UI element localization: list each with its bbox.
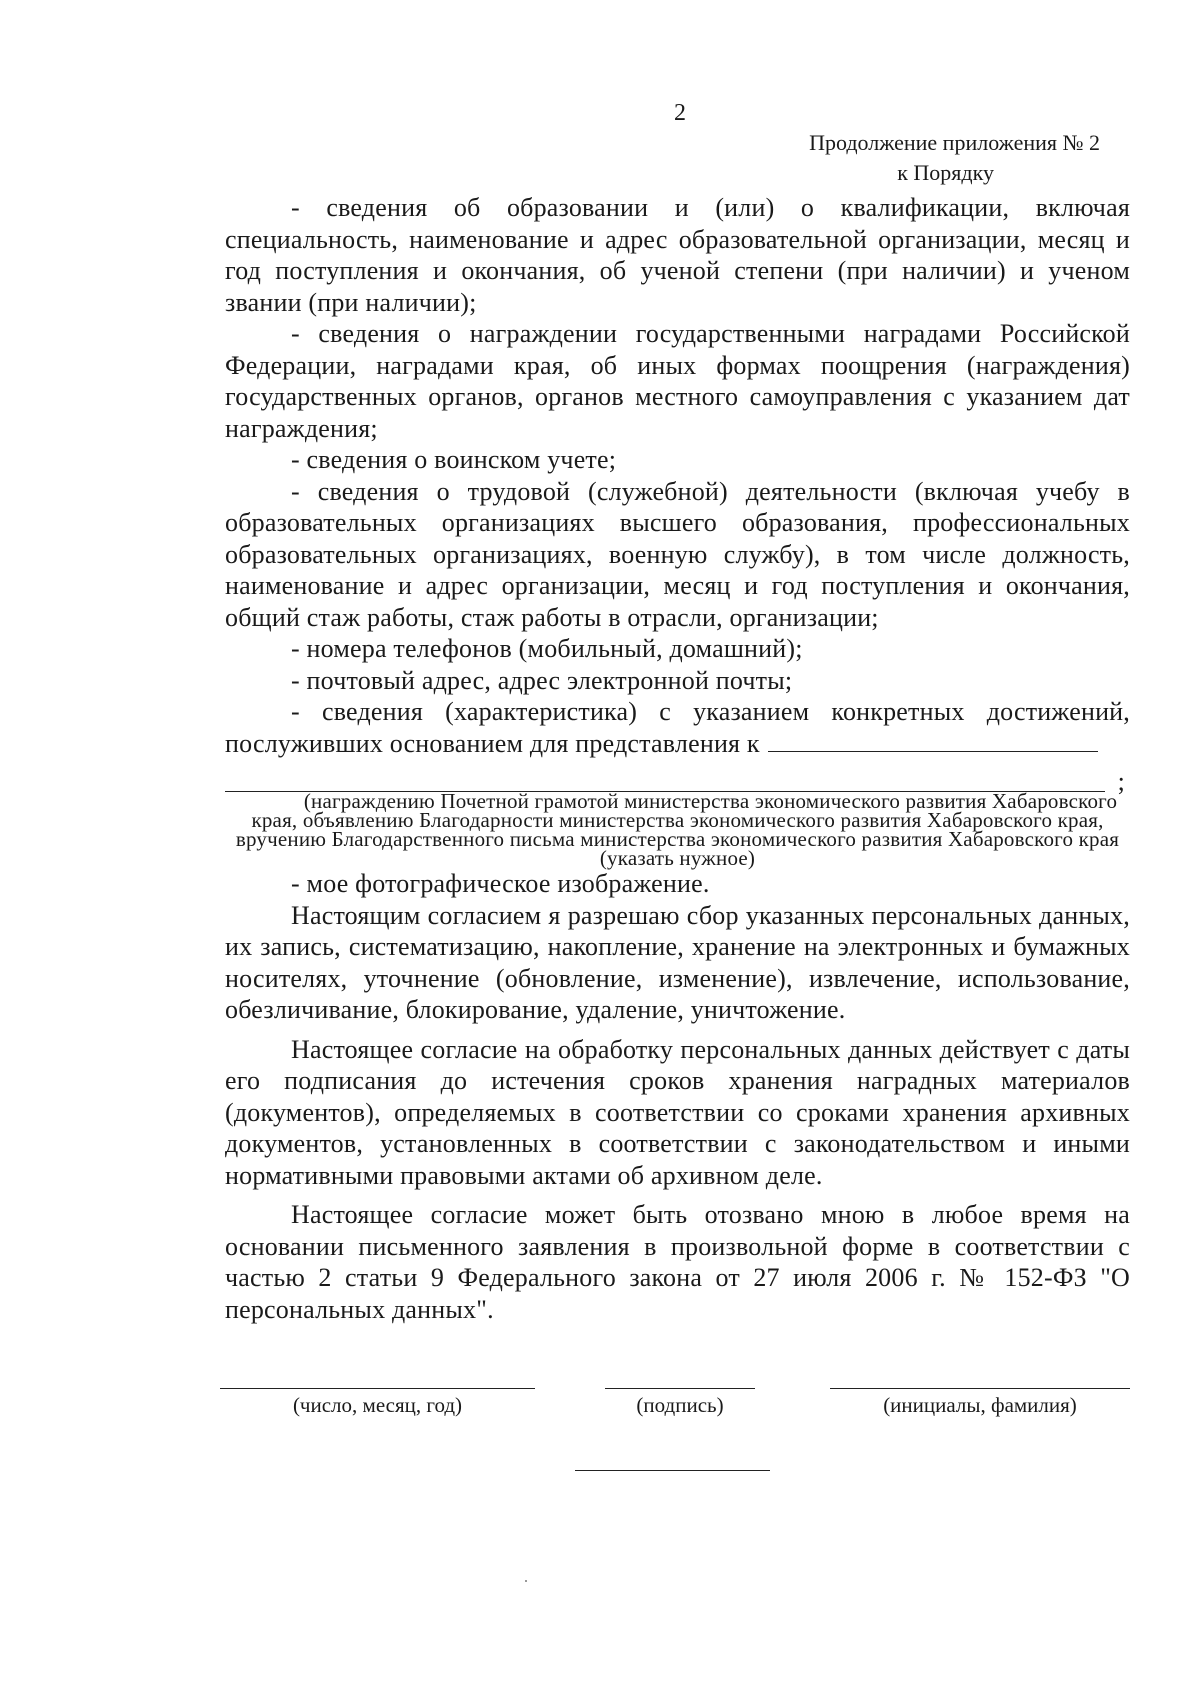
page-number: 2 — [674, 100, 686, 126]
list-item: - почтовый адрес, адрес электронной почты; — [291, 665, 793, 695]
signature-line — [605, 1388, 755, 1389]
consent-paragraph: Настоящее согласие на обработку персональных данных действует с даты его подписания до истечения сроков хранения наградных материалов (документов), определяемых в соответствии со сроками хранения архивных документов, установленных в соответствии с законодательством и иными нормативными правовыми актами об архивном деле. — [225, 1034, 1130, 1190]
list-item: - сведения о воинском учете; — [291, 445, 617, 474]
consent-paragraph: Настоящим согласием я разрешаю сбор указанных персональных данных, их запись, систематизацию, накопление, хранение на электронных и бумажных носителях, уточнение (обновление, изменение), извлечение, использование, обезличивание, блокирование, удаление, уничтожение. — [225, 900, 1130, 1024]
signature-field[interactable] — [605, 1388, 755, 1418]
list-item: - сведения о награждении государственными наградами Российской Федерации, наградами края, об иных формах поощрения (награждения) государственных органов, органов местного самоуправления с указанием дат награждения; — [225, 319, 1130, 443]
award-type-blank-line[interactable] — [225, 766, 1125, 796]
achievement-item — [225, 696, 1130, 759]
date-signature-field[interactable] — [220, 1388, 535, 1418]
achievement-item-text: - сведения (характеристика) с указанием конкретных достижений, послуживших основанием для представления к — [225, 697, 1130, 758]
scan-speck — [525, 1580, 527, 1582]
signature-label: (подпись) — [636, 1393, 724, 1417]
list-item: - сведения об образовании и (или) о квалификации, включая специальность, наименование и адрес образовательной организации, месяц и год поступления и окончания, об ученой степени (при наличии) и ученом звании (при наличии); — [225, 193, 1130, 317]
appendix-header — [790, 128, 1100, 188]
document-body — [225, 192, 1130, 1325]
signature-block — [215, 1388, 1130, 1448]
name-label: (инициалы, фамилия) — [883, 1393, 1077, 1417]
appendix-header-line2: к Порядку — [897, 160, 994, 185]
closing-divider — [575, 1470, 770, 1471]
consent-paragraph: Настоящее согласие может быть отозвано мною в любое время на основании письменного заявления в произвольной форме в соответствии с частью 2 статьи 9 Федерального закона от 27 июля 2006 г. № 152-ФЗ "О персональных данных". — [225, 1200, 1130, 1324]
appendix-header-line1: Продолжение приложения № 2 — [809, 130, 1100, 155]
date-line — [220, 1388, 535, 1389]
list-item: - сведения о трудовой (служебной) деятельности (включая учебу в образовательных организациях высшего образования, профессиональных образовательных организациях, военную службу), в том числе должность, наименование и адрес организации, месяц и год поступления и окончания, общий стаж работы, стаж работы в отрасли, организации; — [225, 476, 1130, 632]
award-type-footnote: (награждению Почетной грамотой министерства экономического развития Хабаровского края, объявлению Благодарности министерства экономического развития Хабаровского края, вручению Благодарственного письма министерства экономического развития Хабаровского края (указать нужное) — [235, 789, 1120, 870]
achievement-blank-line[interactable] — [768, 729, 1098, 752]
name-line — [830, 1388, 1130, 1389]
name-signature-field[interactable] — [830, 1388, 1130, 1418]
list-item: - мое фотографическое изображение. — [291, 869, 710, 898]
blank-semicolon: ; — [1117, 766, 1125, 796]
list-item: - номера телефонов (мобильный, домашний); — [291, 634, 803, 663]
date-label: (число, месяц, год) — [292, 1393, 463, 1417]
